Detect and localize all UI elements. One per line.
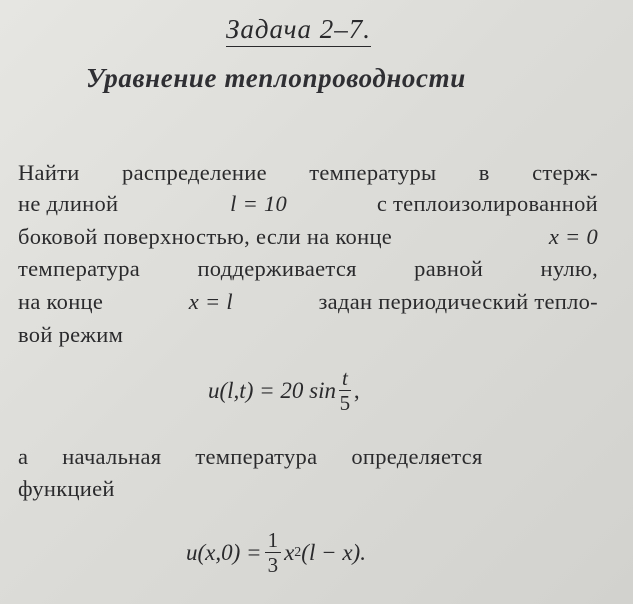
fraction-denominator: 3 bbox=[267, 553, 279, 577]
text-line-4: температура поддерживается равной нулю, bbox=[18, 256, 598, 281]
inline-formula-x0: x = 0 bbox=[548, 224, 598, 249]
fraction-numerator: 1 bbox=[265, 528, 282, 553]
text-line-6: вой режим bbox=[18, 322, 124, 347]
inline-formula-length: l = 10 bbox=[230, 191, 288, 216]
formula-tail: (l − x). bbox=[301, 539, 366, 565]
text-fragment: боковой поверхностью, если на конце bbox=[18, 224, 393, 249]
text-fragment: не длиной bbox=[18, 191, 119, 216]
text-fragment: на конце bbox=[18, 289, 104, 314]
formula-tail: , bbox=[353, 377, 360, 403]
problem-title: Задача 2–7. bbox=[226, 12, 371, 47]
formula-lhs: u(l,t) = 20 sin bbox=[208, 377, 336, 403]
text-fragment: задан периодический тепло- bbox=[318, 289, 598, 314]
boundary-formula bbox=[208, 366, 360, 415]
formula-lhs: u(x,0) = bbox=[186, 539, 262, 565]
inline-formula-xl: x = l bbox=[188, 289, 233, 314]
text-line-5 bbox=[18, 287, 598, 317]
text-fragment: с теплоизолированной bbox=[376, 191, 598, 216]
problem-subtitle: Уравнение теплопроводности bbox=[86, 63, 466, 93]
formula-fraction bbox=[265, 528, 282, 577]
text-fragment: а начальная температура определяется bbox=[18, 444, 483, 469]
fraction-denominator: 5 bbox=[339, 391, 351, 415]
text-line-3 bbox=[18, 222, 598, 252]
formula-exponent: 2 bbox=[294, 544, 302, 560]
initial-condition-formula bbox=[186, 528, 366, 577]
formula-variable: x bbox=[284, 539, 295, 565]
text-line-7 bbox=[18, 442, 598, 472]
fraction-numerator: t bbox=[339, 366, 351, 391]
text-line-1: Найти распределение температуры в стерж- bbox=[18, 160, 598, 185]
text-line-8: функцией bbox=[18, 476, 115, 501]
text-line-2 bbox=[18, 189, 598, 219]
formula-fraction bbox=[339, 366, 351, 415]
